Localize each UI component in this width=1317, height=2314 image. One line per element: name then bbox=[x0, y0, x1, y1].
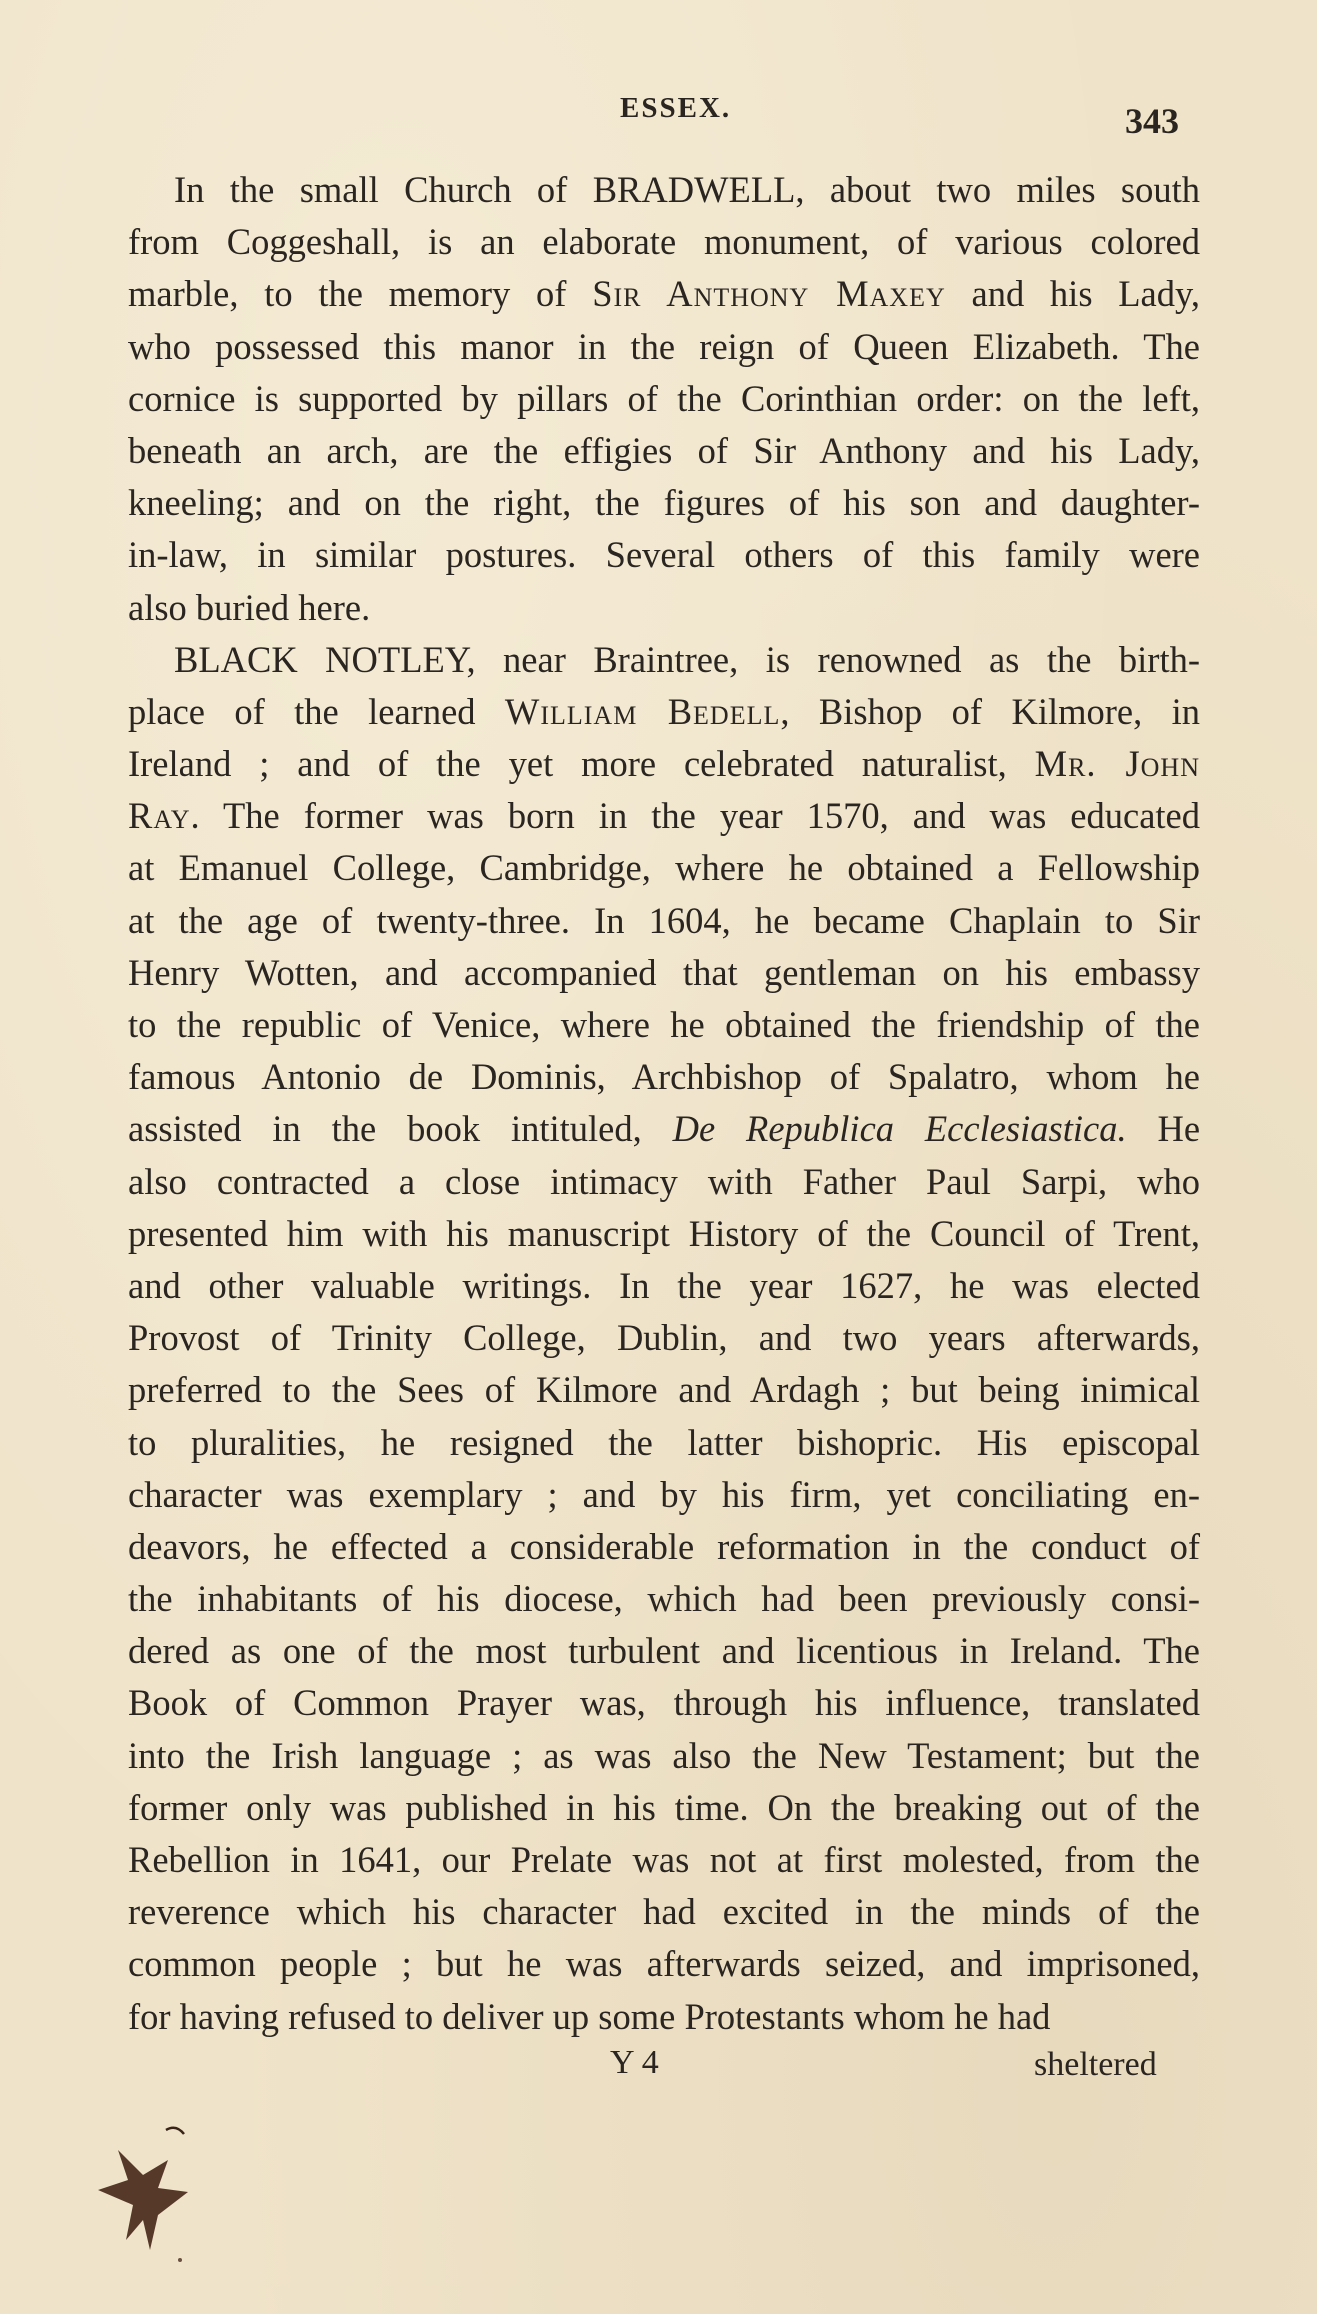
text-run: beneath an arch, are the effigies of Sir Anthony and his Lady, bbox=[128, 429, 1200, 471]
ink-stain-icon bbox=[88, 2120, 208, 2270]
text-line bbox=[128, 790, 1200, 842]
small-caps-name: William Bedell bbox=[504, 690, 781, 732]
text-line bbox=[128, 1677, 1200, 1729]
text-line bbox=[128, 529, 1200, 581]
text-run: at Emanuel College, Cambridge, where he obtained a Fellowship bbox=[128, 847, 1200, 889]
text-run: He bbox=[1126, 1108, 1201, 1150]
text-run: the inhabitants of his diocese, which had been previously consi- bbox=[128, 1578, 1200, 1620]
text-line bbox=[128, 842, 1200, 894]
text-run: for having refused to deliver up some Protestants whom he had bbox=[128, 1995, 1051, 2037]
text-line bbox=[128, 321, 1200, 373]
text-line bbox=[128, 1260, 1200, 1312]
text-line bbox=[128, 477, 1200, 529]
text-run: into the Irish language ; as was also the New Testament; but the bbox=[128, 1734, 1200, 1776]
catchword: sheltered bbox=[1034, 2046, 1157, 2083]
text-line bbox=[128, 895, 1200, 947]
text-line bbox=[128, 425, 1200, 477]
text-line bbox=[128, 164, 1200, 216]
text-line bbox=[128, 1156, 1200, 1208]
text-line bbox=[128, 1469, 1200, 1521]
text-line bbox=[128, 738, 1200, 790]
text-run: famous Antonio de Dominis, Archbishop of Spalatro, whom he bbox=[128, 1056, 1200, 1098]
small-caps-name: Sir Anthony Maxey bbox=[592, 273, 946, 315]
text-run: and other valuable writings. In the year 1627, he was elected bbox=[128, 1264, 1200, 1306]
text-run: assisted in the book intituled, bbox=[128, 1108, 673, 1150]
text-line bbox=[128, 1730, 1200, 1782]
text-line bbox=[128, 1103, 1200, 1155]
text-run: kneeling; and on the right, the figures of his son and daughter- bbox=[128, 482, 1200, 524]
small-caps-name: Mr. John bbox=[1034, 743, 1200, 785]
text-run: presented him with his manuscript History of the Council of Trent, bbox=[128, 1212, 1200, 1254]
text-run: deavors, he effected a considerable reformation in the conduct of bbox=[128, 1525, 1200, 1567]
text-run: Provost of Trinity College, Dublin, and two years afterwards, bbox=[128, 1317, 1200, 1359]
text-run: and his Lady, bbox=[945, 273, 1201, 315]
text-run: former only was published in his time. On the breaking out of the bbox=[128, 1786, 1200, 1828]
text-line bbox=[128, 686, 1200, 738]
small-caps-name: Ray bbox=[128, 795, 191, 837]
text-run: BLACK NOTLEY, near Braintree, is renowned as the birth- bbox=[174, 638, 1200, 680]
text-run: marble, to the memory of bbox=[128, 273, 593, 315]
text-line bbox=[128, 582, 1200, 634]
text-run: cornice is supported by pillars of the Corinthian order: on the left, bbox=[128, 377, 1200, 419]
text-line bbox=[128, 1051, 1200, 1103]
italic-title: De Republica Ecclesiastica. bbox=[672, 1108, 1127, 1150]
text-run: from Coggeshall, is an elaborate monument, of various colored bbox=[128, 221, 1200, 263]
running-head: ESSEX. bbox=[620, 92, 732, 124]
body-text bbox=[128, 164, 1200, 2043]
text-line bbox=[128, 216, 1200, 268]
page-number: 343 bbox=[1125, 101, 1179, 141]
text-run: in-law, in similar postures. Several others of this family were bbox=[128, 534, 1200, 576]
text-line bbox=[128, 1364, 1200, 1416]
text-line bbox=[128, 1208, 1200, 1260]
text-line bbox=[128, 268, 1200, 320]
text-run: common people ; but he was afterwards seized, and imprisoned, bbox=[128, 1943, 1200, 1985]
text-run: to the republic of Venice, where he obtained the friendship of the bbox=[128, 1004, 1200, 1045]
text-run: place of the learned bbox=[128, 690, 505, 732]
text-run: who possessed this manor in the reign of Queen Elizabeth. The bbox=[128, 325, 1200, 367]
text-line bbox=[128, 1938, 1200, 1990]
text-run: dered as one of the most turbulent and licentious in Ireland. The bbox=[128, 1630, 1200, 1672]
text-line bbox=[128, 634, 1200, 686]
text-run: at the age of twenty-three. In 1604, he became Chaplain to Sir bbox=[128, 899, 1200, 941]
text-run: Ireland ; and of the yet more celebrated naturalist, bbox=[128, 743, 1035, 785]
signature-mark: Y 4 bbox=[610, 2044, 659, 2081]
text-line bbox=[128, 1782, 1200, 1834]
text-line bbox=[128, 1834, 1200, 1886]
text-line bbox=[128, 373, 1200, 425]
text-line bbox=[128, 1573, 1200, 1625]
text-run: Book of Common Prayer was, through his influence, translated bbox=[128, 1682, 1200, 1724]
text-line bbox=[128, 999, 1200, 1051]
text-run: , Bishop of Kilmore, in bbox=[780, 690, 1200, 732]
text-run: preferred to the Sees of Kilmore and Ardagh ; but being inimical bbox=[128, 1369, 1200, 1411]
text-run: also contracted a close intimacy with Father Paul Sarpi, who bbox=[128, 1160, 1200, 1202]
text-line bbox=[128, 1625, 1200, 1677]
text-line bbox=[128, 1521, 1200, 1573]
text-run: to pluralities, he resigned the latter bishopric. His episcopal bbox=[128, 1421, 1200, 1463]
text-line bbox=[128, 947, 1200, 999]
text-line bbox=[128, 1312, 1200, 1364]
text-line bbox=[128, 1417, 1200, 1469]
text-run: also buried here. bbox=[128, 586, 371, 628]
text-run: character was exemplary ; and by his firm, yet conciliating en- bbox=[128, 1473, 1200, 1515]
text-run: Rebellion in 1641, our Prelate was not at first molested, from the bbox=[128, 1839, 1200, 1880]
text-line bbox=[128, 1991, 1200, 2043]
text-run: Henry Wotten, and accompanied that gentleman on his embassy bbox=[128, 951, 1200, 993]
text-run: In the small Church of BRADWELL, about two miles south bbox=[174, 169, 1200, 210]
text-run: reverence which his character had excited in the minds of the bbox=[128, 1891, 1200, 1933]
text-run: . The former was born in the year 1570, and was educated bbox=[190, 795, 1200, 837]
text-line bbox=[128, 1886, 1200, 1938]
